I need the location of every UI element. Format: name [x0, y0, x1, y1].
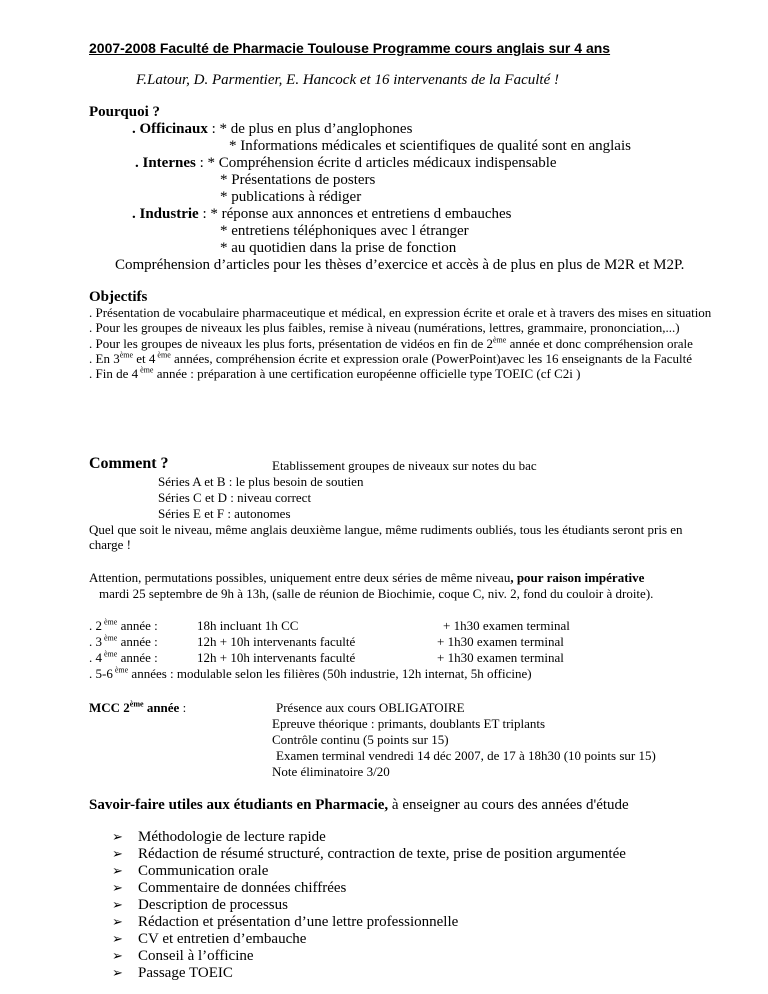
officinaux-line-2: * Informations médicales et scientifiques de qualité sont en anglais — [229, 138, 631, 154]
attention-date: mardi 25 septembre de 9h à 13h, (salle de réunion de Biochimie, coque C, niv. 2, fond du couloir à droite). — [99, 586, 654, 601]
annee-num: . 2 — [89, 618, 102, 633]
internes-text-1: : * Compréhension écrite d articles médicaux indispensable — [195, 155, 557, 171]
objectifs-list — [89, 305, 729, 381]
list-item — [112, 829, 326, 846]
objectif-text: . Fin de 4 — [89, 366, 139, 382]
list-item — [112, 931, 306, 948]
objectif-text: année et donc compréhension orale — [506, 335, 693, 351]
list-item — [112, 897, 288, 914]
mcc-line-4: Examen terminal vendredi 14 déc 2007, de 17 à 18h30 (10 points sur 15) — [276, 748, 656, 763]
attention-line — [89, 570, 644, 585]
objectif-item: . Pour les groupes de niveaux les plus faibles, remise à niveau (numérations, lettres, grammaire, prononciation,...) — [89, 320, 680, 336]
savoir-heading-bold: Savoir-faire utiles aux étudiants en Pharmacie, — [89, 797, 389, 813]
series-ab: Séries A et B : le plus besoin de soutien — [158, 474, 364, 489]
mcc-label-colon: : — [179, 700, 187, 715]
internes-line-3: * publications à rédiger — [220, 189, 362, 205]
list-item-text: Commentaire de données chiffrées — [138, 880, 347, 896]
industrie-line-2: * entretiens téléphoniques avec l étranger — [220, 223, 469, 239]
annee-num: . 3 — [89, 634, 102, 649]
officinaux-line-1 — [132, 121, 412, 138]
objectif-text: . En 3 — [89, 350, 120, 366]
industrie-line-3: * au quotidien dans la prise de fonction — [220, 240, 457, 256]
arrow-bullet-icon: ➢ — [112, 847, 123, 862]
arrow-bullet-icon: ➢ — [112, 932, 123, 947]
annee-56-row — [89, 666, 532, 681]
mcc-line-1: Présence aux cours OBLIGATOIRE — [276, 700, 465, 715]
series-ef: Séries E et F : autonomes — [158, 506, 291, 521]
industrie-line-1 — [132, 206, 512, 223]
annee-text: années : modulable selon les filières (50h industrie, 12h internat, 5h officine) — [128, 666, 532, 681]
savoir-heading-rest: à enseigner au cours des années d'étude — [388, 797, 629, 813]
superscript: ème — [129, 699, 144, 709]
list-item — [112, 914, 458, 931]
objectif-item — [89, 351, 729, 366]
annee-3-row — [89, 634, 158, 649]
objectif-text: années, compréhension écrite et expression orale (PowerPoint)avec les 16 enseignants de la Faculté — [170, 350, 693, 366]
list-item-text: Communication orale — [138, 863, 269, 879]
objectif-text: . Pour les groupes de niveaux les plus forts, présentation de vidéos en fin de 2 — [89, 335, 493, 351]
annee-num: . 4 — [89, 650, 102, 665]
list-item — [112, 965, 233, 982]
savoir-heading — [89, 797, 629, 814]
objectif-text: année : préparation à une certification européenne officielle type TOEIC (cf C2i ) — [153, 366, 581, 382]
arrow-bullet-icon: ➢ — [112, 949, 123, 964]
annee-2-exam: + 1h30 examen terminal — [443, 618, 570, 633]
objectif-text: et 4 — [133, 350, 156, 366]
comment-heading: Comment ? — [89, 455, 169, 472]
arrow-bullet-icon: ➢ — [112, 898, 123, 913]
mcc-label — [89, 700, 186, 715]
internes-label: . Internes — [135, 155, 196, 171]
list-item-text: Méthodologie de lecture rapide — [138, 829, 326, 845]
list-item — [112, 880, 346, 897]
arrow-bullet-icon: ➢ — [112, 864, 123, 879]
attention-text: Attention, permutations possibles, uniquement entre deux séries de même niveau — [89, 570, 511, 585]
objectif-item — [89, 366, 729, 381]
superscript: ème — [155, 350, 171, 360]
mcc-label-text: MCC 2 — [89, 700, 130, 715]
arrow-bullet-icon: ➢ — [112, 830, 123, 845]
officinaux-label: . Officinaux — [132, 121, 208, 137]
internes-line-1 — [135, 155, 557, 172]
superscript: ème — [102, 649, 118, 659]
attention-bold: , pour raison impérative — [510, 570, 645, 585]
list-item — [112, 846, 626, 863]
mcc-line-5: Note éliminatoire 3/20 — [272, 764, 390, 779]
arrow-bullet-icon: ➢ — [112, 881, 123, 896]
annee-4-hours: 12h + 10h intervenants faculté — [197, 650, 356, 665]
annee-label: année : — [117, 634, 158, 649]
superscript: ème — [493, 335, 507, 345]
officinaux-text-1: : * de plus en plus d’anglophones — [207, 121, 413, 137]
annee-3-hours: 12h + 10h intervenants faculté — [197, 634, 356, 649]
superscript: ème — [102, 633, 118, 643]
arrow-bullet-icon: ➢ — [112, 915, 123, 930]
list-item — [112, 948, 254, 965]
annee-num: . 5-6 — [89, 666, 113, 681]
list-item-text: Conseil à l’officine — [138, 948, 254, 964]
objectif-item — [89, 336, 729, 351]
series-cd: Séries C et D : niveau correct — [158, 490, 312, 505]
objectifs-heading: Objectifs — [89, 289, 148, 305]
mcc-line-2: Epreuve théorique : primants, doublants ET triplants — [272, 716, 546, 731]
arrow-bullet-icon: ➢ — [112, 966, 123, 981]
list-item-text: Rédaction de résumé structuré, contraction de texte, prise de position argumentée — [138, 846, 626, 862]
mcc-label-text: année — [143, 700, 180, 715]
annee-2-row — [89, 618, 158, 633]
comment-intro: Etablissement groupes de niveaux sur notes du bac — [272, 458, 537, 473]
annee-4-row — [89, 650, 158, 665]
annee-label: année : — [117, 650, 158, 665]
mcc-line-3: Contrôle continu (5 points sur 15) — [272, 732, 449, 747]
pourquoi-heading: Pourquoi ? — [89, 104, 160, 120]
industrie-text-1: : * réponse aux annonces et entretiens d embauches — [198, 206, 512, 222]
annee-label: année : — [117, 618, 158, 633]
superscript: ème — [119, 350, 134, 360]
annee-2-hours: 18h incluant 1h CC — [197, 618, 299, 633]
annee-4-exam: + 1h30 examen terminal — [437, 650, 564, 665]
internes-line-2: * Présentations de posters — [220, 172, 376, 188]
list-item-text: Rédaction et présentation d’une lettre professionnelle — [138, 914, 459, 930]
list-item-text: CV et entretien d’embauche — [138, 931, 307, 947]
superscript: ème — [138, 365, 154, 375]
annee-3-exam: + 1h30 examen terminal — [437, 634, 564, 649]
superscript: ème — [102, 617, 118, 627]
list-item — [112, 863, 268, 880]
objectif-item: . Présentation de vocabulaire pharmaceutique et médical, en expression écrite et orale et à travers des mises en situation — [89, 305, 712, 320]
comprehension-line: Compréhension d’articles pour les thèses d’exercice et accès à de plus en plus de M2R et M2P. — [115, 257, 685, 273]
superscript: ème — [112, 665, 129, 675]
quel-paragraph: Quel que soit le niveau, même anglais deuxième langue, même rudiments oubliés, tous les étudiants seront pris en charge ! — [89, 522, 683, 553]
list-item-text: Description de processus — [138, 897, 288, 913]
list-item-text: Passage TOEIC — [138, 965, 233, 981]
document-title: 2007-2008 Faculté de Pharmacie Toulouse Programme cours anglais sur 4 ans — [89, 40, 611, 56]
authors-line: F.Latour, D. Parmentier, E. Hancock et 16 intervenants de la Faculté ! — [136, 72, 559, 88]
industrie-label: . Industrie — [132, 206, 199, 222]
